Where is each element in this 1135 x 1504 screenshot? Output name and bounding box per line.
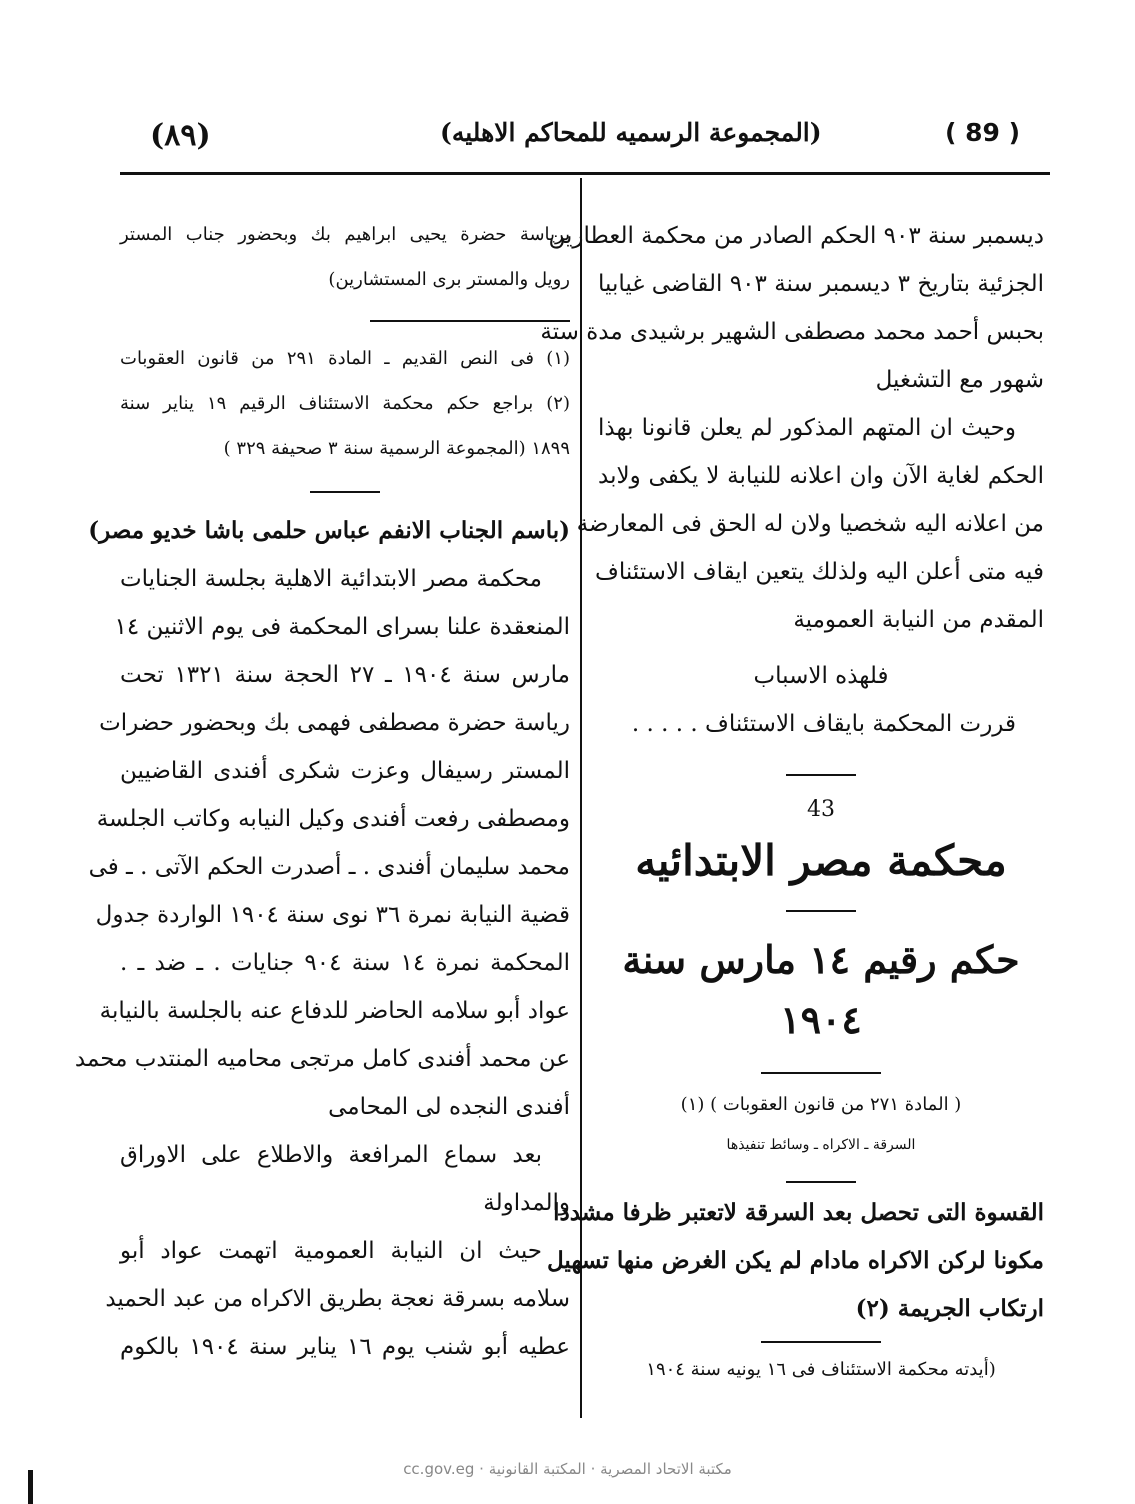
text-line: قضية النيابة نمرة ٣٦ نوى سنة ١٩٠٤ الواردة جدول bbox=[95, 902, 570, 928]
footer-watermark: cc.gov.eg · مكتبة الاتحاد المصرية · المكتبة القانونية bbox=[403, 1460, 732, 1478]
text-line: المنعقدة علنا بسراى المحكمة فى يوم الاثنين ١٤ bbox=[114, 614, 570, 640]
text-line: رويل والمستر برى المستشارين) bbox=[328, 269, 570, 290]
separator bbox=[761, 1341, 881, 1343]
ruling-title: حكم رقيم ١٤ مارس سنة ١٩٠٤ bbox=[622, 937, 1020, 1042]
separator bbox=[786, 910, 856, 912]
text-line: والمداولة bbox=[483, 1190, 570, 1216]
keywords: السرقة ـ الاكراه ـ وسائط تنفيذها bbox=[726, 1137, 916, 1153]
text-line: برياسة حضرة يحيى ابراهيم بك وبحضور جناب المستر bbox=[120, 224, 570, 245]
text-line: محمد سليمان أفندى . ـ أصدرت الحكم الآتى . ـ فى bbox=[88, 854, 570, 880]
footnote-1: (١) فى النص القديم ـ المادة ٢٩١ من قانون العقوبات bbox=[120, 348, 571, 369]
paragraph-deliberation bbox=[120, 1131, 570, 1227]
reasons-heading: فلهذه الاسباب bbox=[753, 663, 889, 689]
text-line: القسوة التى تحصل بعد السرقة لاتعتبر ظرفا مشددا bbox=[553, 1199, 1044, 1226]
text-line: مارس سنة ١٩٠٤ ـ ٢٧ الحجة سنة ١٣٢١ تحت bbox=[120, 662, 570, 688]
appeal-confirmation: (أيدته محكمة الاستئناف فى ١٦ يونيه سنة ١٩٠٤ bbox=[646, 1359, 996, 1380]
text-line: بحبس أحمد محمد مصطفى الشهير برشيدى مدة ستة bbox=[540, 319, 1044, 345]
text-line: ارتكاب الجريمة (٢) bbox=[855, 1295, 1044, 1322]
separator bbox=[786, 774, 856, 776]
paragraph-prior-ruling bbox=[540, 212, 1044, 404]
separator bbox=[786, 1181, 856, 1183]
legal-principle bbox=[547, 1189, 1044, 1333]
page-number-latin: ( 89 ) bbox=[945, 118, 1021, 147]
text-line: الجزئية بتاريخ ٣ ديسمبر سنة ٩٠٣ القاضى غيابيا bbox=[598, 271, 1044, 297]
text-line: الحكم لغاية الآن وان اعلانه للنيابة لا يكفى ولابد bbox=[598, 463, 1044, 489]
text-line: وحيث ان المتهم المذكور لم يعلن قانونا بهذا bbox=[598, 415, 1016, 441]
verdict-preamble bbox=[74, 555, 570, 1131]
text-line: حيث ان النيابة العمومية اتهمت عواد أبو bbox=[120, 1238, 542, 1264]
text-line: أفندى النجده لى المحامى bbox=[328, 1094, 570, 1120]
footnotes bbox=[120, 336, 570, 471]
paragraph-reasoning bbox=[576, 404, 1044, 644]
text-line: المحكمة نمرة ١٤ سنة ٩٠٤ جنايات . ـ ضد ـ . bbox=[120, 950, 570, 976]
right-column bbox=[540, 212, 1044, 1392]
case-number: 43 bbox=[807, 797, 835, 822]
separator bbox=[310, 491, 380, 493]
text-line: رياسة حضرة مصطفى فهمى بك وبحضور حضرات bbox=[99, 710, 570, 736]
text-line: عواد أبو سلامه الحاضر للدفاع عنه بالجلسة بالنيابة bbox=[99, 998, 570, 1024]
text-line: من اعلانه اليه شخصيا ولان له الحق فى المعارضة bbox=[576, 511, 1044, 537]
panel-composition bbox=[120, 212, 570, 302]
court-title: محكمة مصر الابتدائيه bbox=[635, 836, 1007, 885]
verdict-heading: (باسم الجناب الانفم عباس حلمى باشا خديو مصر) bbox=[88, 517, 570, 544]
text-line: بعد سماع المرافعة والاطلاع على الاوراق bbox=[120, 1142, 542, 1168]
decision-line: قررت المحكمة بايقاف الاستئناف . . . . . bbox=[631, 711, 1016, 737]
text-line: مكونا لركن الاكراه مادام لم يكن الغرض منها تسهيل bbox=[547, 1247, 1044, 1274]
text-line: المقدم من النيابة العمومية bbox=[793, 607, 1044, 633]
text-line: سلامه بسرقة نعجة بطريق الاكراه من عبد الحميد bbox=[105, 1286, 570, 1312]
text-line: ومصطفى رفعت أفندى وكيل النيابه وكاتب الجلسة bbox=[96, 806, 570, 832]
text-line: ديسمبر سنة ٩٠٣ الحكم الصادر من محكمة العطارين bbox=[548, 223, 1044, 249]
text-line: عطيه أبو شنب يوم ١٦ يناير سنة ١٩٠٤ بالكوم bbox=[120, 1334, 570, 1360]
footnote-2-cont: ١٨٩٩ (المجموعة الرسمية سنة ٣ صحيفة ٣٢٩ ) bbox=[223, 438, 570, 459]
text-line: عن محمد أفندى كامل مرتجى محاميه المنتدب محمد bbox=[74, 1046, 570, 1072]
article-reference: ( المادة ٢٧١ من قانون العقوبات ) (١) bbox=[680, 1094, 962, 1115]
paragraph-charges bbox=[105, 1227, 570, 1371]
text-line: المستر رسيفال وعزت شكرى أفندى القاضيين bbox=[120, 758, 570, 784]
left-column bbox=[74, 212, 571, 1371]
separator bbox=[761, 1072, 881, 1074]
text-line: فيه متى أعلن اليه ولذلك يتعين ايقاف الاستئناف bbox=[595, 559, 1044, 585]
text-line: محكمة مصر الابتدائية الاهلية بجلسة الجنايات bbox=[120, 566, 542, 592]
header-rule bbox=[120, 172, 1050, 175]
page-number-arabic: (٨٩) bbox=[150, 118, 211, 153]
journal-title: (المجموعة الرسميه للمحاكم الاهليه) bbox=[440, 118, 822, 147]
text-line: شهور مع التشغيل bbox=[875, 367, 1044, 393]
footnote-2: (٢) براجع حكم محكمة الاستئناف الرقيم ١٩ يناير سنة bbox=[120, 393, 570, 414]
